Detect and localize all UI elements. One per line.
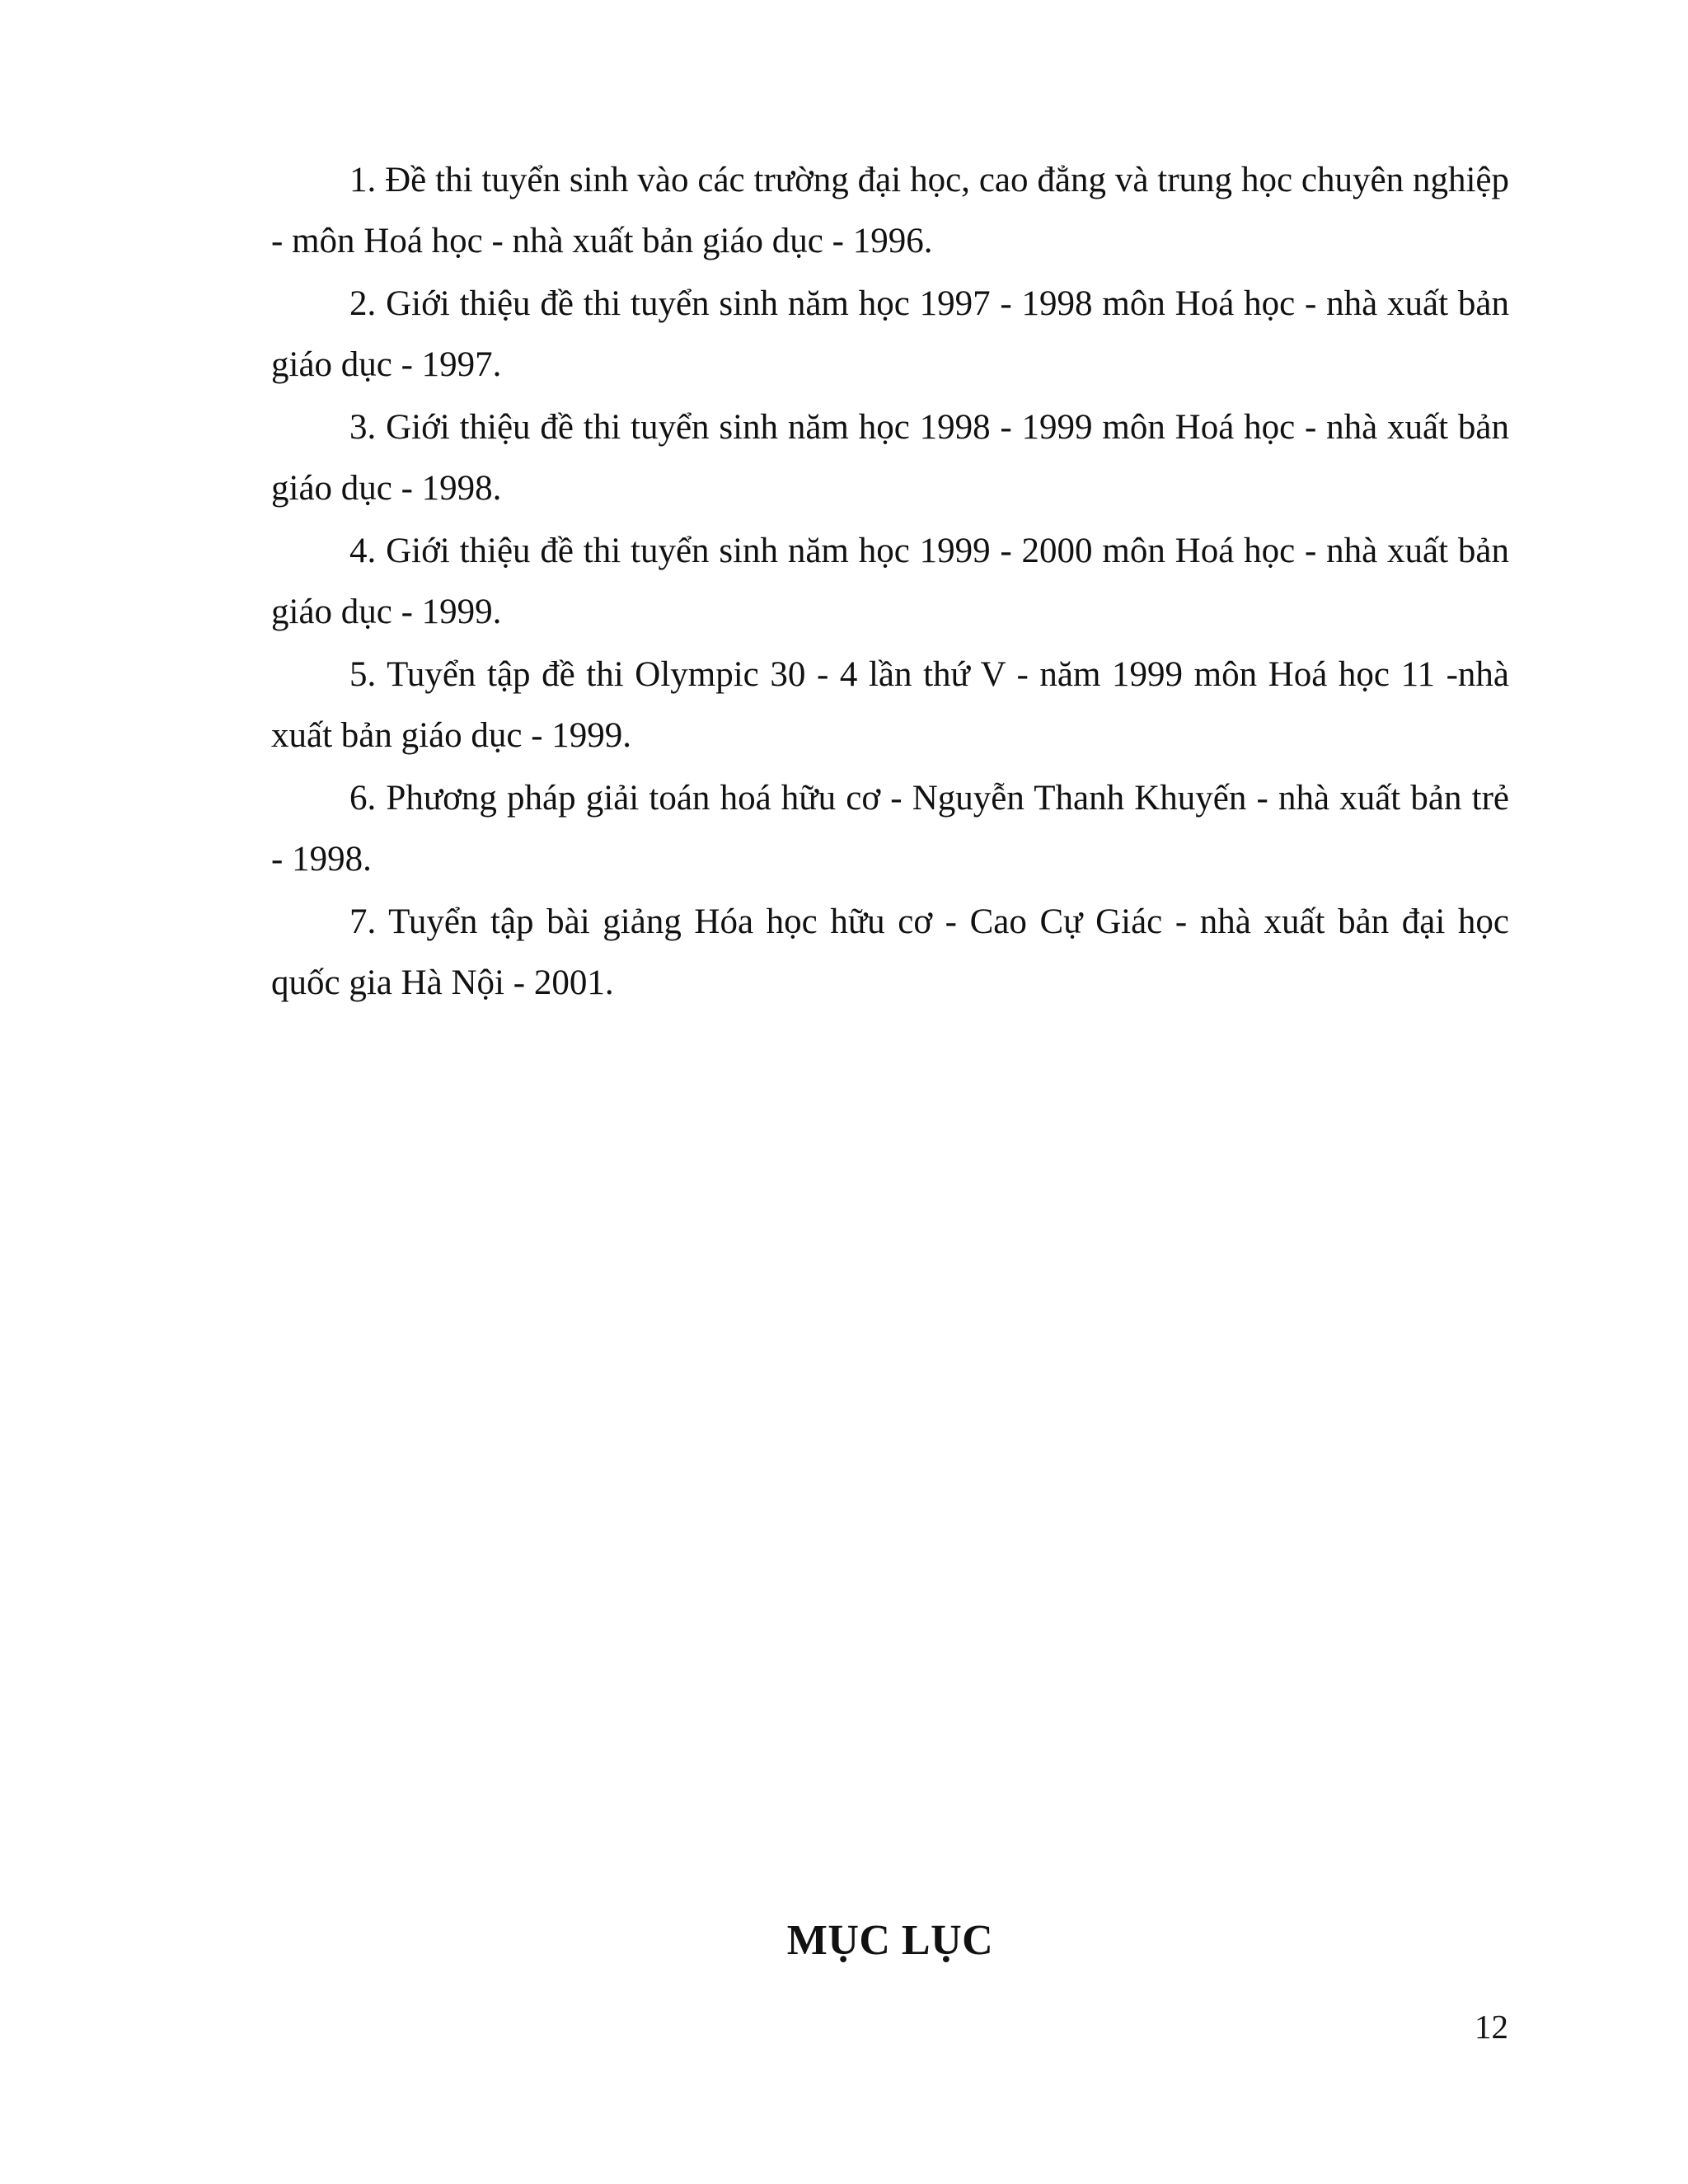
reference-item-3: 3. Giới thiệu đề thi tuyển sinh năm học 1998 - 1999 môn Hoá học - nhà xuất bản giáo dục - 1998.: [271, 408, 1509, 508]
section-heading-table-of-contents: MỤC LỤC: [786, 1917, 994, 1964]
reference-item-2: 2. Giới thiệu đề thi tuyển sinh năm học 1997 - 1998 môn Hoá học - nhà xuất bản giáo dục - 1997.: [271, 284, 1509, 384]
reference-item-7: 7. Tuyển tập bài giảng Hóa học hữu cơ - Cao Cự Giác - nhà xuất bản đại học quốc gia Hà Nội - 2001.: [271, 902, 1509, 1002]
page-number: 12: [1475, 2008, 1508, 2046]
reference-item-4: 4. Giới thiệu đề thi tuyển sinh năm học 1999 - 2000 môn Hoá học - nhà xuất bản giáo dục - 1999.: [271, 532, 1509, 631]
reference-item-6: 6. Phương pháp giải toán hoá hữu cơ - Nguyễn Thanh Khuyến - nhà xuất bản trẻ - 1998.: [271, 779, 1509, 879]
reference-item-5: 5. Tuyển tập đề thi Olympic 30 - 4 lần thứ V - năm 1999 môn Hoá học 11 -nhà xuất bản giáo dục - 1999.: [271, 655, 1509, 755]
reference-item-1: 1. Đề thi tuyển sinh vào các trường đại học, cao đẳng và trung học chuyên nghiệp - môn Hoá học - nhà xuất bản giáo dục - 1996.: [271, 161, 1509, 260]
reference-list: [271, 150, 1509, 1015]
